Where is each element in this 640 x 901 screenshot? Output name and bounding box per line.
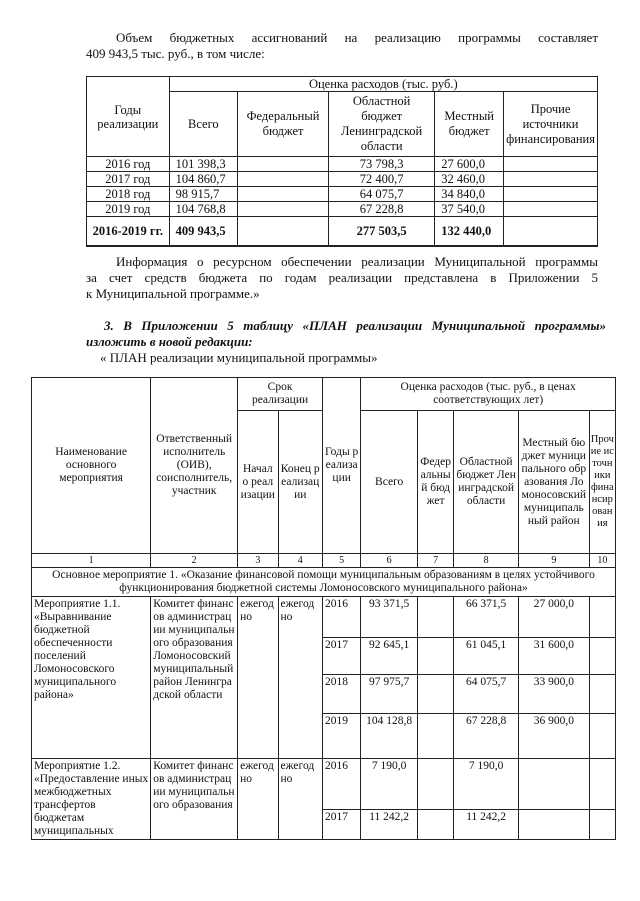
info-line-2: за счет средств бюджета по годам реализации представлена в Приложении 5	[86, 270, 598, 285]
t1-row: 2018 год 98 915,7 64 075,7 34 840,0	[87, 187, 598, 202]
t1-row: 2019 год 104 768,8 67 228,8 37 540,0	[87, 202, 598, 217]
t2-header-years: Годы реализации	[322, 378, 360, 554]
m11-end: ежегодно	[278, 597, 322, 759]
info-line-1: Информация о ресурсном обеспечении реализации Муниципальной программы	[116, 254, 598, 269]
intro-line-1: Объем бюджетных ассигнований на реализацию программы составляет	[116, 30, 598, 45]
t2-row: Мероприятие 1.1. «Выравнивание бюджетной обеспеченности поселений Ломоносовского муниципального района» Комитет финансов администрации муниципального образования Ломоносовский муниципальный район Ленинградской области ежегодно ежегодно 2016 93 371,5 66 371,5 27 000,0	[32, 597, 616, 638]
t2-header-name: Наименование основного мероприятия	[32, 378, 151, 554]
t2-header-start: Начало реализации	[238, 411, 278, 554]
t2-row: 2018 97 975,7 64 075,7 33 900,0	[32, 675, 616, 714]
intro-line-2: 409 943,5 тыс. руб., в том числе:	[86, 46, 265, 61]
t2-header-federal: Федеральный бюджет	[417, 411, 453, 554]
t2-header-term: Срок реализации	[238, 378, 323, 411]
budget-table	[86, 76, 598, 247]
t1-total-row: 2016-2019 гг. 409 943,5 277 503,5 132 440,0	[87, 217, 598, 247]
t2-header-total: Всего	[361, 411, 418, 554]
t2-header-regional: Областной бюджет Ленинградской области	[454, 411, 519, 554]
info-paragraph	[86, 254, 598, 302]
t2-row: 2017 92 645,1 61 045,1 31 600,0	[32, 638, 616, 675]
t1-header-regional: Областной бюджет Ленинградской области	[329, 92, 435, 157]
t1-header-other: Прочие источники финансирования	[504, 92, 598, 157]
t2-header-cost: Оценка расходов (тыс. руб., в ценах соответствующих лет)	[361, 378, 616, 411]
t1-row: 2017 год 104 860,7 72 400,7 32 460,0	[87, 172, 598, 187]
m12-end: ежегодно	[278, 759, 322, 840]
t1-row: 2016 год 101 398,3 73 798,3 27 600,0	[87, 157, 598, 172]
t2-row: 2017 11 242,2 11 242,2	[32, 809, 616, 839]
t2-row: Мероприятие 1.2. «Предоставление иных межбюджетных трансфертов бюджетам муниципальных Комитет финансов администрации муниципального образования ежегодно ежегодно 2016 7 190,0 7 190,0	[32, 759, 616, 810]
m12-responsible: Комитет финансов администрации муниципального образования	[151, 759, 238, 840]
m11-start: ежегодно	[238, 597, 278, 759]
m12-name: Мероприятие 1.2. «Предоставление иных межбюджетных трансфертов бюджетам муниципальных	[32, 759, 151, 840]
t2-header-other: Прочие источники финансирования	[589, 411, 615, 554]
t1-header-group: Оценка расходов (тыс. руб.)	[169, 77, 597, 92]
t2-column-numbers: 1 2 3 4 5 6 7 8 9 10	[32, 554, 616, 568]
t1-header-local: Местный бюджет	[435, 92, 504, 157]
m12-start: ежегодно	[238, 759, 278, 840]
t2-row: 2019 104 128,8 67 228,8 36 900,0	[32, 714, 616, 759]
t2-header-responsible: Ответственный исполнитель (ОИВ), соисполнитель, участник	[151, 378, 238, 554]
plan-table	[31, 377, 616, 840]
t1-header-total: Всего	[169, 92, 237, 157]
t1-header-federal: Федеральный бюджет	[238, 92, 329, 157]
t2-header-end: Конец реализации	[278, 411, 322, 554]
t2-header-local: Местный бюджет муниципального образования Ломоносовский муниципальный район	[518, 411, 589, 554]
section-3-line-2: изложить в новой редакции:	[86, 334, 253, 349]
m11-name: Мероприятие 1.1. «Выравнивание бюджетной обеспеченности поселений Ломоносовского муниципального района»	[32, 597, 151, 759]
t2-main-event: Основное мероприятие 1. «Оказание финансовой помощи муниципальным образованиям в целях устойчивого функционирования бюджетной системы Ломоносовского муниципального района»	[32, 568, 616, 597]
plan-title: « ПЛАН реализации муниципальной программы»	[100, 350, 378, 365]
t1-header-years: Годы реализации	[87, 77, 170, 157]
section-3-line-1: 3. В Приложении 5 таблицу «ПЛАН реализации Муниципальной программы»	[104, 318, 606, 333]
section-3-heading	[86, 318, 606, 350]
intro-paragraph	[86, 30, 598, 62]
m11-responsible: Комитет финансов администрации муниципального образования Ломоносовский муниципальный район Ленинградской области	[151, 597, 238, 759]
info-line-3: к Муниципальной программе.»	[86, 286, 260, 301]
